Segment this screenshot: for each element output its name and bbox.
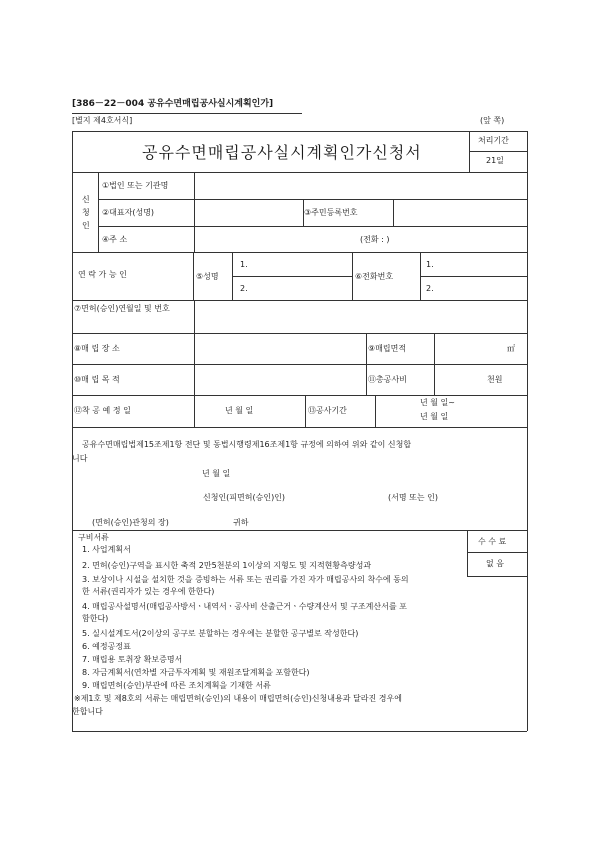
fee-value: 없 음 [486, 559, 504, 568]
area-unit: ㎡ [507, 344, 515, 353]
statement-date[interactable]: 년 월 일 [202, 469, 231, 478]
address-label: ④주 소 [102, 235, 128, 244]
org-name-field[interactable] [196, 174, 525, 197]
cell-divider [352, 252, 353, 300]
representative-label: ②대표자(성명) [102, 208, 155, 217]
start-date-value[interactable]: 년 월 일 [225, 406, 254, 415]
applicant-section-char-2: 청 [82, 208, 90, 217]
form-border-top [72, 131, 527, 132]
cell-divider [193, 252, 194, 300]
row-line [98, 226, 527, 227]
document-item: 7. 매립용 토취장 확보증명서 [82, 655, 183, 664]
statement-line-2: 니다 [72, 454, 88, 463]
address-field[interactable] [196, 228, 356, 250]
documents-note-line-1: ※제1호 및 제8호의 서류는 매립면허(승인)의 내용이 매립면허(승인)신청내용과 달라진 경우에 [74, 694, 402, 703]
statement-sign[interactable]: (서명 또는 인) [388, 493, 438, 502]
row-line [72, 530, 527, 531]
document-item: 함한다) [82, 614, 109, 623]
row-line [232, 276, 352, 277]
form-code-title: [386－22－004 공유수면매립공사실시계획인가] [72, 99, 274, 109]
row-line [72, 252, 527, 253]
form-number: [별지 제4호서식] [72, 116, 133, 125]
document-item: 8. 자금계획서(연차별 자금투자계획 및 재원조달계획을 포함한다) [82, 668, 310, 677]
license-date-label: ⑦면허(승인)연월일 및 번호 [74, 304, 170, 313]
form-title: 공유수면매립공사실시계획인가신청서 [142, 143, 422, 162]
documents-label: 구비서류 [78, 533, 109, 542]
row-line [72, 395, 527, 396]
area-label: ⑨매립면적 [368, 344, 407, 353]
site-field[interactable] [196, 335, 364, 362]
processing-label: 처리기간 [478, 136, 509, 145]
document-item: 5. 실시설계도서(2이상의 공구로 분할하는 경우에는 분할한 공구별로 작성한다) [82, 629, 359, 638]
purpose-field[interactable] [196, 366, 364, 393]
cell-divider [194, 395, 195, 427]
contact-name-label: ⑤성명 [196, 272, 219, 281]
applicant-section-char-1: 신 [82, 195, 90, 204]
fee-divider [467, 530, 468, 576]
address-phone: (전화 : ) [360, 235, 390, 244]
documents-note-line-2: 한합니다 [72, 707, 103, 716]
processing-divider [469, 151, 527, 152]
document-item: 4. 매립공사설명서(매립공사방서ㆍ내역서ㆍ공사비 산출근거ㆍ수량계산서 및 구조계산서를 포 [82, 602, 407, 611]
cell-divider [305, 395, 306, 427]
row-line [98, 199, 527, 200]
cell-divider [194, 300, 195, 333]
period-to[interactable]: 년 월 일 [420, 412, 449, 421]
document-item: 2. 면허(승인)구역을 표시한 축적 2만5천분의 1이상의 지형도 및 지적현황측량성과 [82, 561, 372, 570]
document-item: 9. 매립면허(승인)부관에 따른 조치계획을 기재한 서류 [82, 681, 271, 690]
cell-divider [366, 364, 367, 395]
contact-phone-row-2[interactable]: 2. [426, 284, 434, 293]
statement-applicant: 신청인(피면허(승인)인) [203, 493, 286, 502]
cell-divider [375, 395, 376, 427]
period-from[interactable]: 년 월 일~ [420, 398, 455, 407]
contact-label: 연 락 가 능 인 [78, 270, 127, 279]
contact-phone-row-1[interactable]: 1. [426, 260, 434, 269]
cell-divider [366, 333, 367, 364]
representative-field[interactable] [196, 201, 301, 224]
cell-divider [194, 333, 195, 364]
form-border-right [527, 131, 528, 731]
fee-label: 수 수 료 [478, 537, 507, 546]
processing-value: 21일 [486, 156, 504, 165]
form-border-left [72, 131, 73, 731]
purpose-label: ⑩매 립 목 적 [74, 375, 120, 384]
document-item: 3. 보상이나 시설을 설치한 것을 증빙하는 서류 또는 권리를 가진 자가 매립공사의 착수에 동의 [82, 575, 409, 584]
row-line [72, 300, 527, 301]
cost-unit: 천원 [487, 375, 503, 384]
recipient-label: (면허(승인)관청의 장) [92, 518, 169, 527]
document-item: 1. 사업계획서 [82, 545, 131, 554]
fee-row-line [467, 576, 527, 577]
cell-divider [194, 364, 195, 395]
contact-name-row-2[interactable]: 2. [240, 284, 248, 293]
document-item: 한 서류(권리자가 있는 경우에 한한다) [82, 587, 215, 596]
row-line [72, 172, 527, 173]
cost-label: ⑪총공사비 [368, 375, 407, 384]
cell-divider [434, 333, 435, 364]
applicant-section-divider [98, 172, 99, 252]
header-rule [72, 113, 302, 114]
contact-name-row-1[interactable]: 1. [240, 260, 248, 269]
row-line [72, 333, 527, 334]
org-name-label: ①법인 또는 기관명 [102, 181, 169, 190]
cell-divider [434, 364, 435, 395]
site-label: ⑧매 립 장 소 [74, 344, 120, 353]
period-label: ⑬공사기간 [308, 406, 347, 415]
resident-reg-field[interactable] [395, 201, 525, 224]
document-item: 6. 예정공정표 [82, 642, 131, 651]
applicant-label-divider [194, 172, 195, 252]
license-date-field[interactable] [196, 302, 525, 331]
row-line [72, 364, 527, 365]
cell-divider [393, 199, 394, 226]
row-line [420, 276, 527, 277]
form-border-bottom [72, 731, 527, 732]
page-side: (앞 쪽) [480, 116, 505, 125]
contact-phone-label: ⑥전화번호 [355, 272, 394, 281]
statement-line-1: 공유수면매립법제15조제1항 전단 및 동법시행령제16조제1항 규정에 의하여 위와 같이 신청합 [82, 440, 412, 449]
recipient-honorific: 귀하 [233, 518, 249, 527]
resident-reg-label: ③주민등록번호 [304, 208, 358, 217]
row-line [72, 427, 527, 428]
applicant-section-char-3: 인 [82, 221, 90, 230]
fee-row-line [467, 552, 527, 553]
start-date-label: ⑫착 공 예 정 일 [74, 406, 131, 415]
